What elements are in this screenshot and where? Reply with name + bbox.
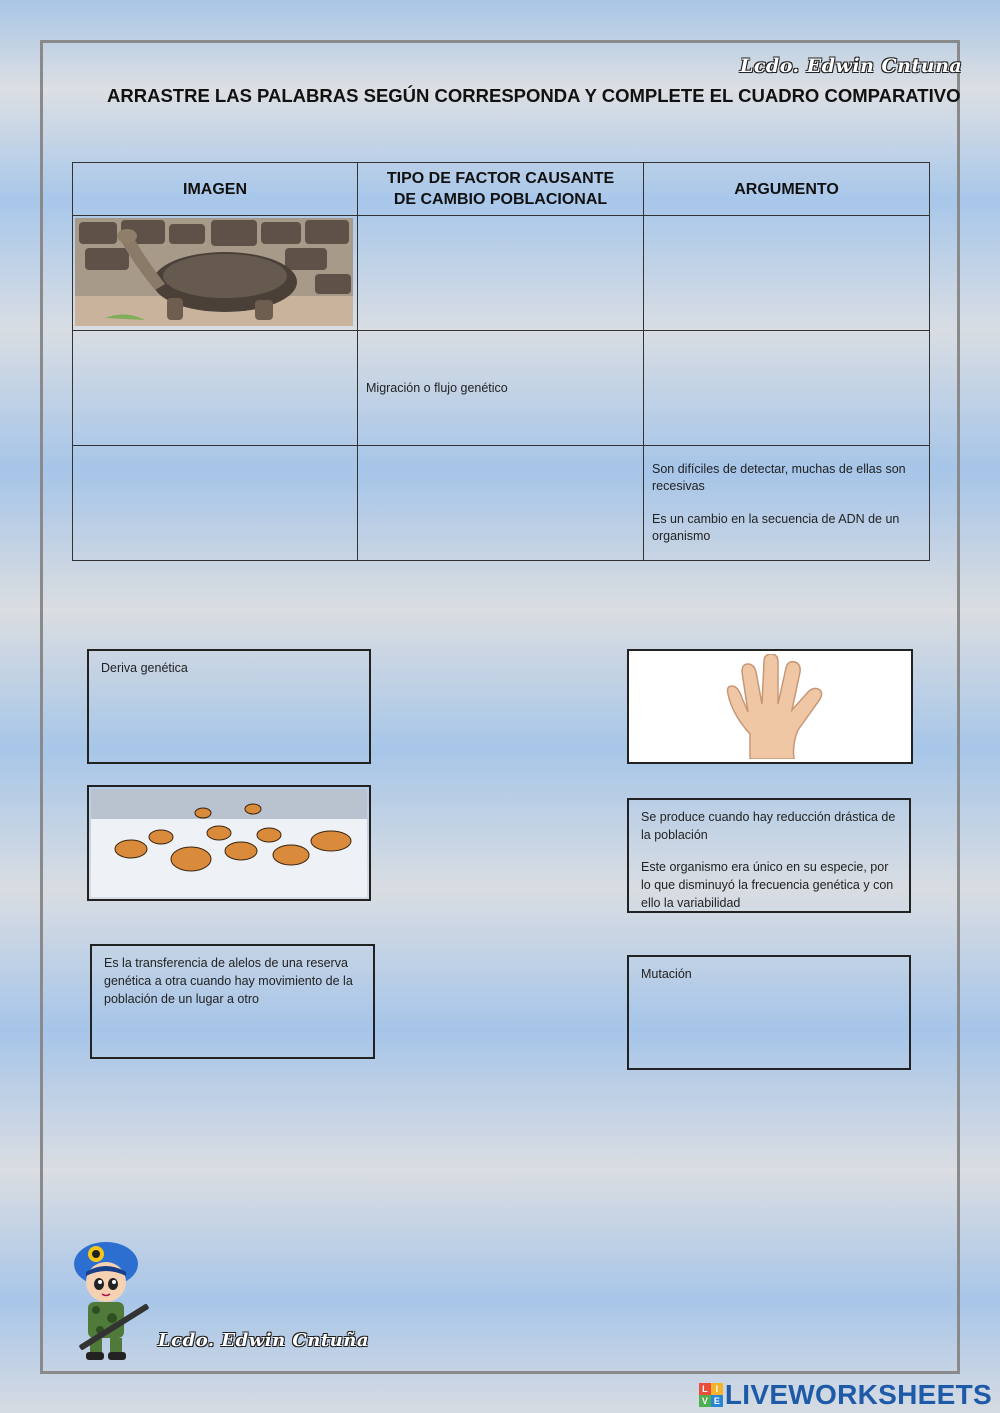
argument-cell[interactable] bbox=[644, 331, 930, 446]
factor-cell[interactable] bbox=[358, 446, 644, 561]
header-argumento: ARGUMENTO bbox=[644, 163, 930, 216]
factor-cell[interactable] bbox=[358, 216, 644, 331]
image-cell[interactable] bbox=[73, 446, 358, 561]
factor-cell: Migración o flujo genético bbox=[358, 331, 644, 446]
author-signature-top: Lcdo. Edwin Cntuna bbox=[740, 55, 963, 77]
argument-cell[interactable] bbox=[644, 216, 930, 331]
card-transferencia-alelos[interactable]: Es la transferencia de alelos de una reserva genética a otra cuando hay movimiento de la población de un lugar a otro bbox=[90, 944, 375, 1059]
tigers-photo bbox=[91, 789, 367, 897]
liveworksheets-badge-icon: L I V E bbox=[699, 1383, 723, 1407]
table-header-row bbox=[73, 163, 930, 216]
soldier-mascot bbox=[66, 1238, 152, 1362]
card-mutacion[interactable]: Mutación bbox=[627, 955, 911, 1070]
card-tigers-image[interactable] bbox=[87, 785, 371, 901]
page-title: ARRASTRE LAS PALABRAS SEGÚN CORRESPONDA Y COMPLETE EL CUADRO COMPARATIVO bbox=[107, 85, 961, 106]
header-imagen: IMAGEN bbox=[73, 163, 358, 216]
argument-cell: Son difíciles de detectar, muchas de ellas son recesivas Es un cambio en la secuencia de ADN de un organismo bbox=[644, 446, 930, 561]
table-row bbox=[73, 446, 930, 561]
image-cell bbox=[73, 216, 358, 331]
author-signature-bottom: Lcdo. Edwin Cntuña bbox=[158, 1330, 369, 1351]
card-hand-image[interactable] bbox=[627, 649, 913, 764]
card-deriva-genetica[interactable]: Deriva genética bbox=[87, 649, 371, 764]
tortoise-photo bbox=[75, 218, 353, 326]
table-row bbox=[73, 216, 930, 331]
image-cell[interactable] bbox=[73, 331, 358, 446]
liveworksheets-logo[interactable] bbox=[699, 1379, 992, 1411]
comparison-table bbox=[72, 162, 930, 561]
card-reduccion-drastica[interactable]: Se produce cuando hay reducción drástica de la población Este organismo era único en su especie, por lo que disminuyó la frecuencia genética y con ello la variabilidad bbox=[627, 798, 911, 913]
hand-photo bbox=[632, 654, 908, 759]
table-row bbox=[73, 331, 930, 446]
header-tipo-factor: TIPO DE FACTOR CAUSANTE DE CAMBIO POBLACIONAL bbox=[358, 163, 644, 216]
brand-name: LIVEWORKSHEETS bbox=[724, 1379, 992, 1410]
